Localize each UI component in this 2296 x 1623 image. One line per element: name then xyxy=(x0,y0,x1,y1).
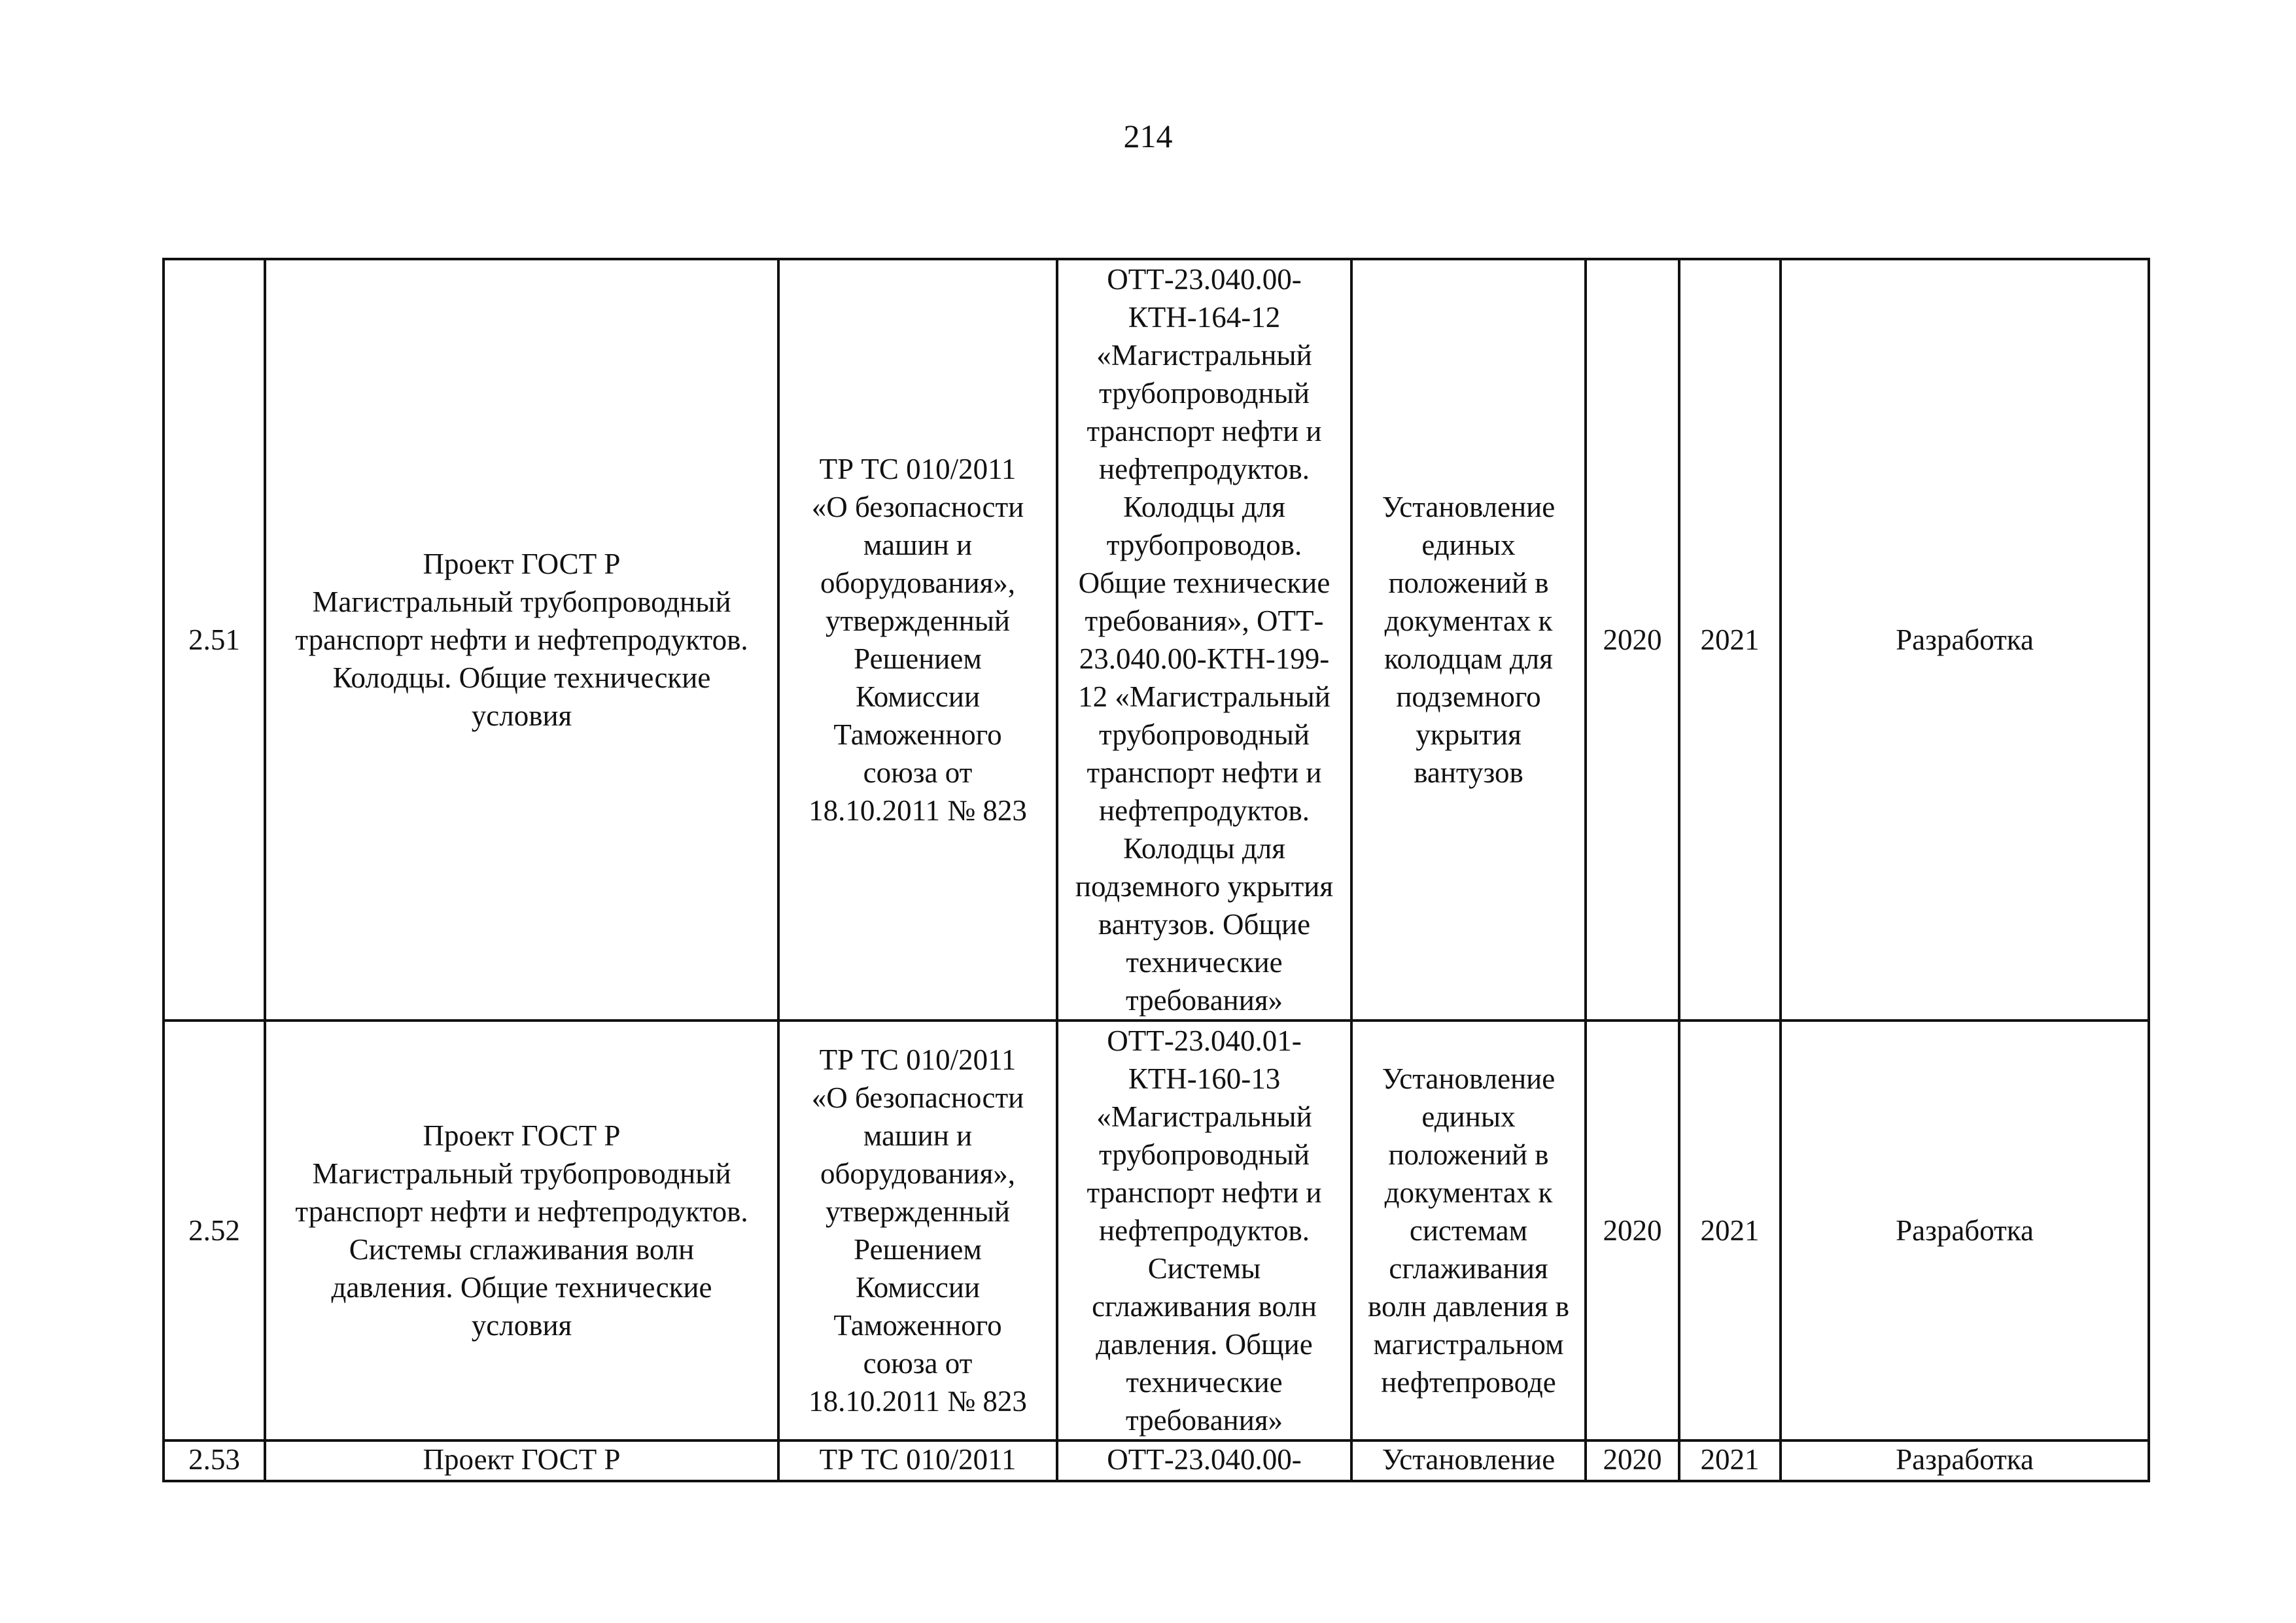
end-year: 2021 xyxy=(1679,1021,1781,1440)
table-row xyxy=(164,1440,2149,1481)
end-year: 2021 xyxy=(1679,1440,1781,1481)
row-number: 2.53 xyxy=(164,1440,265,1481)
table-row xyxy=(164,1021,2149,1440)
development-goal: Установление xyxy=(1351,1440,1586,1481)
base-document: ОТТ-23.040.00- xyxy=(1057,1440,1351,1481)
work-stage: Разработка xyxy=(1781,1440,2149,1481)
row-number: 2.52 xyxy=(164,1021,265,1440)
base-document: ОТТ-23.040.00- КТН-164-12 «Магистральный трубопроводный транспорт нефти и нефтепродуктов. Колодцы для трубопроводов. Общие технические требования», ОТТ- 23.040.00-КТН-199- 12 «Магистральный трубопроводный транспорт нефти и нефтепродуктов. Колодцы для подземного укрытия вантузов. Общие технические требования» xyxy=(1057,259,1351,1021)
start-year: 2020 xyxy=(1586,1021,1679,1440)
table-row xyxy=(164,259,2149,1021)
standard-name: Проект ГОСТ Р Магистральный трубопроводный транспорт нефти и нефтепродуктов. Колодцы. Общие технические условия xyxy=(265,259,778,1021)
development-goal: Установление единых положений в документах к колодцам для подземного укрытия вантузов xyxy=(1351,259,1586,1021)
technical-regulation: ТР ТС 010/2011 xyxy=(778,1440,1057,1481)
work-stage: Разработка xyxy=(1781,1021,2149,1440)
standard-name: Проект ГОСТ Р xyxy=(265,1440,778,1481)
technical-regulation: ТР ТС 010/2011 «О безопасности машин и оборудования», утвержденный Решением Комиссии Таможенного союза от 18.10.2011 № 823 xyxy=(778,259,1057,1021)
end-year: 2021 xyxy=(1679,259,1781,1021)
standards-table xyxy=(162,258,2150,1482)
page-number: 214 xyxy=(1123,118,1173,154)
base-document: ОТТ-23.040.01- КТН-160-13 «Магистральный трубопроводный транспорт нефти и нефтепродуктов. Системы сглаживания волн давления. Общие технические требования» xyxy=(1057,1021,1351,1440)
technical-regulation: ТР ТС 010/2011 «О безопасности машин и оборудования», утвержденный Решением Комиссии Таможенного союза от 18.10.2011 № 823 xyxy=(778,1021,1057,1440)
row-number: 2.51 xyxy=(164,259,265,1021)
start-year: 2020 xyxy=(1586,259,1679,1021)
start-year: 2020 xyxy=(1586,1440,1679,1481)
work-stage: Разработка xyxy=(1781,259,2149,1021)
development-goal: Установление единых положений в документах к системам сглаживания волн давления в магистральном нефтепроводе xyxy=(1351,1021,1586,1440)
standard-name: Проект ГОСТ Р Магистральный трубопроводный транспорт нефти и нефтепродуктов. Системы сглаживания волн давления. Общие технические условия xyxy=(265,1021,778,1440)
